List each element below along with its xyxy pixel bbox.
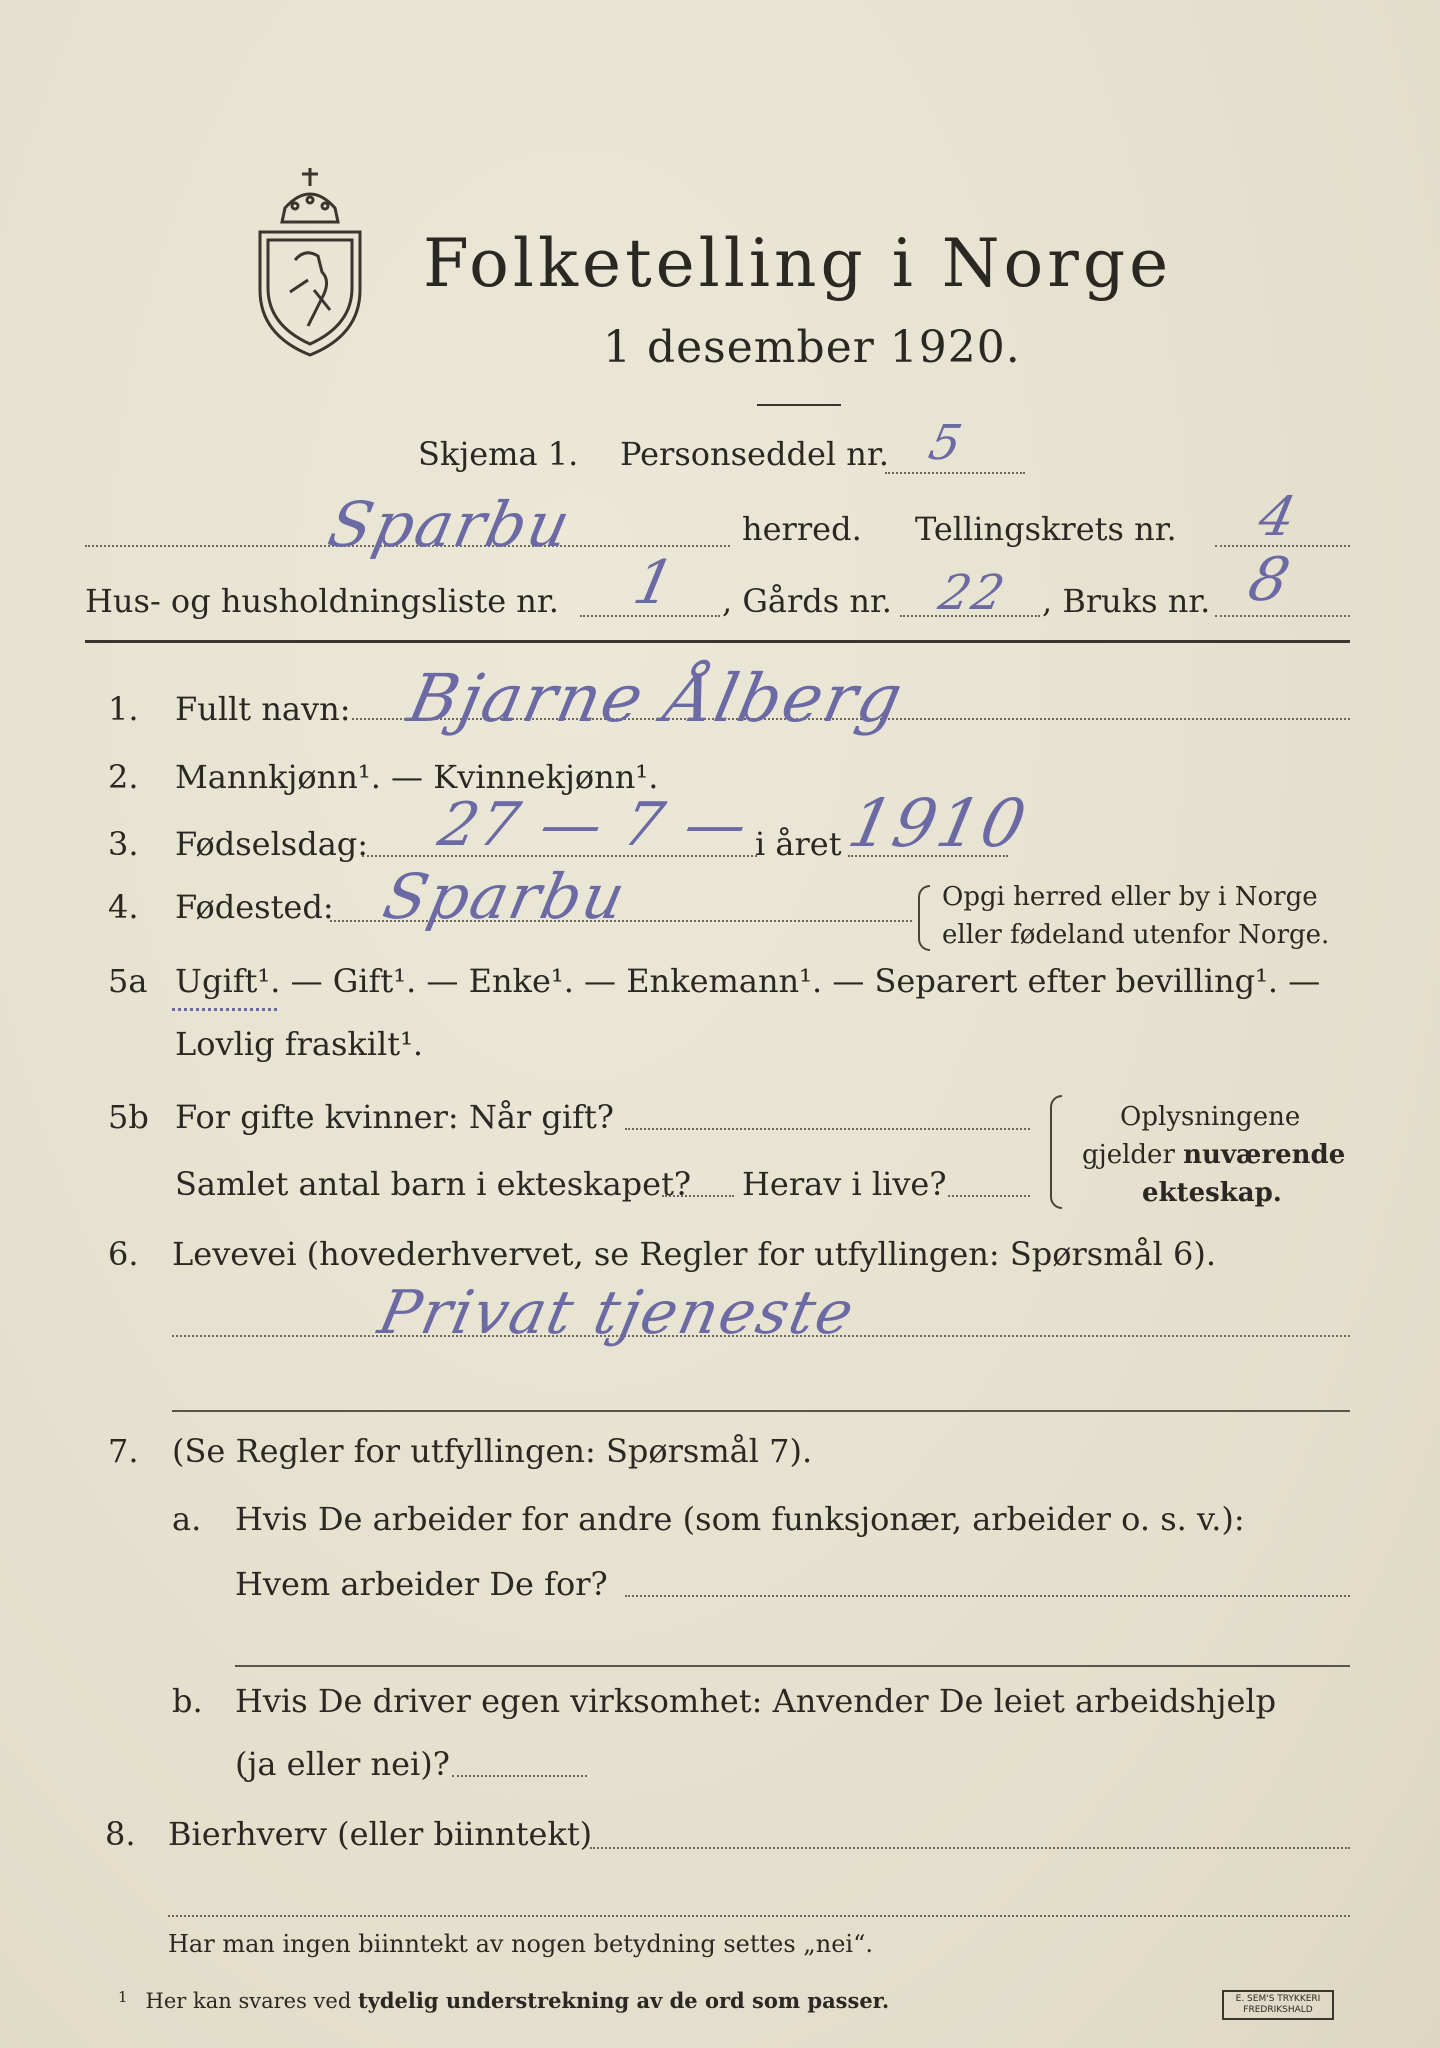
q8-line2 <box>168 1915 1350 1917</box>
q2-label: Mannkjønn¹. — Kvinnekjønn¹. <box>175 758 659 796</box>
q6-label: Levevei (hovederhvervet, se Regler for utfyllingen: Spørsmål 6). <box>172 1235 1217 1273</box>
personseddel-value: 5 <box>924 415 969 471</box>
header-divider <box>757 404 841 406</box>
gards-label: , Gårds nr. <box>722 582 892 620</box>
hus-value: 1 <box>627 548 683 618</box>
tellingskrets-label: Tellingskrets nr. <box>915 510 1177 548</box>
q7b-letter: b. <box>172 1682 203 1720</box>
q8-number: 8. <box>105 1815 136 1853</box>
q7a-line-extra <box>235 1665 1350 1667</box>
q5b-married-line <box>625 1128 1030 1130</box>
bruks-line <box>1215 615 1350 617</box>
footnote-text-b: tydelig understrekning av de ord som passer. <box>357 1988 890 2013</box>
q7a-line2: Hvem arbeider De for? <box>235 1565 608 1603</box>
q5b-alive-line <box>948 1195 1030 1197</box>
printer-line1: E. SEM'S TRYKKERI <box>1235 1994 1321 2004</box>
footnote <box>118 1988 889 2013</box>
footnote-text-a: Her kan svares ved <box>145 1989 358 2013</box>
q7b-answer-line <box>452 1775 587 1777</box>
skjema-label: Skjema 1. <box>418 435 579 473</box>
q4-number: 4. <box>108 888 139 926</box>
herred-value: Sparbu <box>322 488 579 561</box>
q7a-line1: Hvis De arbeider for andre (som funksjonær, arbeider o. s. v.): <box>235 1500 1245 1538</box>
q2-number: 2. <box>108 758 139 796</box>
q1-number: 1. <box>108 690 139 728</box>
q3-number: 3. <box>108 825 139 863</box>
q5b-note2 <box>1082 1140 1345 1170</box>
q4-note-line2: eller fødeland utenfor Norge. <box>942 920 1330 950</box>
q5b-children-label: Samlet antal barn i ekteskapet? <box>175 1165 692 1203</box>
q6-number: 6. <box>108 1235 139 1273</box>
q7-label: (Se Regler for utfyllingen: Spørsmål 7). <box>172 1432 813 1470</box>
footnote-mark: 1 <box>118 1988 128 2006</box>
q7a-letter: a. <box>172 1500 202 1538</box>
personseddel-line <box>885 472 1025 474</box>
q7a-employer-line <box>625 1595 1350 1597</box>
q5a-number: 5a <box>108 962 148 1000</box>
herred-label: herred. <box>742 510 862 548</box>
q8-label: Bierhverv (eller biinntekt) <box>168 1815 593 1853</box>
q5b-number: 5b <box>108 1098 149 1136</box>
form-title: Folketelling i Norge <box>423 225 1173 302</box>
q5b-children-line <box>662 1195 734 1197</box>
coat-of-arms-icon <box>250 160 370 360</box>
q8-note: Har man ingen biinntekt av nogen betydning settes „nei“. <box>168 1930 873 1958</box>
q5b-note2a: gjelder <box>1082 1140 1184 1170</box>
q7b-line1: Hvis De driver egen virksomhet: Anvender De leiet arbeidshjelp <box>235 1682 1277 1720</box>
q4-note-line1: Opgi herred eller by i Norge <box>942 882 1318 912</box>
q7b-line2: (ja eller nei)? <box>235 1745 450 1783</box>
q1-value: Bjarne Ålberg <box>401 660 911 737</box>
q4-label: Fødested: <box>175 888 334 926</box>
q5b-alive-label: Herav i live? <box>742 1165 947 1203</box>
q5a-line2: Lovlig fraskilt¹. <box>175 1025 424 1063</box>
gards-value: 22 <box>934 565 1012 621</box>
q3-year-value: 1910 <box>841 785 1035 862</box>
q4-value: Sparbu <box>377 860 634 933</box>
q5b-line1: For gifte kvinner: Når gift? <box>175 1098 614 1136</box>
form-date: 1 desember 1920. <box>603 322 1021 373</box>
printer-line2: FREDRIKSHALD <box>1243 2005 1313 2015</box>
q6-line2 <box>172 1410 1350 1412</box>
q5b-note3: ekteskap. <box>1142 1178 1282 1208</box>
bruks-label: , Bruks nr. <box>1042 582 1211 620</box>
q7-number: 7. <box>108 1432 139 1470</box>
q5b-note1: Oplysningene <box>1120 1102 1301 1132</box>
q5a-line1: Ugift¹. — Gift¹. — Enke¹. — Enkemann¹. — Separert efter bevilling¹. — <box>175 962 1321 1000</box>
q3-value: 27 — 7 — <box>432 790 756 860</box>
q3-year-label: i året <box>755 825 842 863</box>
printer-stamp <box>1222 1990 1334 2020</box>
q5a-underline-mark <box>172 1008 277 1011</box>
bruks-value: 8 <box>1242 545 1298 615</box>
hus-label: Hus- og husholdningsliste nr. <box>85 582 559 620</box>
q8-line1 <box>590 1847 1350 1849</box>
q5b-note2b: nuværende <box>1183 1140 1346 1170</box>
q6-value: Privat tjeneste <box>372 1278 862 1348</box>
q3-label: Fødselsdag: <box>175 825 369 863</box>
q4-note-brace <box>918 885 930 951</box>
q1-label: Fullt navn: <box>175 690 351 728</box>
personseddel-label: Personseddel nr. <box>620 435 889 473</box>
q5b-note-brace <box>1050 1095 1062 1209</box>
top-rule <box>85 640 1350 643</box>
tellingskrets-value: 4 <box>1253 485 1304 548</box>
